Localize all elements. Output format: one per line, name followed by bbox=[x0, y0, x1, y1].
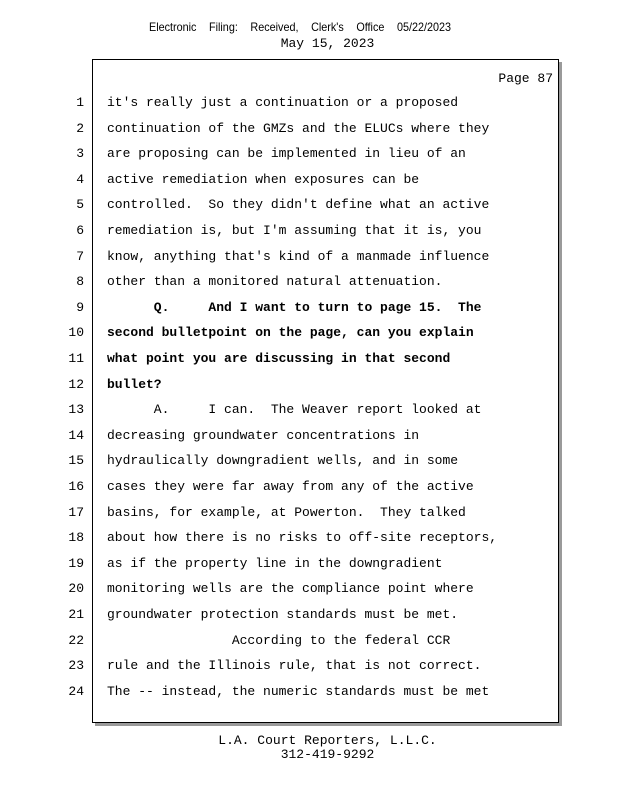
transcript-line: basins, for example, at Powerton. They talked bbox=[107, 505, 466, 520]
line-number: 9 bbox=[76, 300, 84, 315]
line-number: 7 bbox=[76, 249, 84, 264]
line-number: 23 bbox=[68, 658, 84, 673]
transcript-line: remediation is, but I'm assuming that it is, you bbox=[107, 223, 482, 238]
transcript-line: as if the property line in the downgradient bbox=[107, 556, 443, 571]
line-number: 5 bbox=[76, 197, 84, 212]
line-number: 6 bbox=[76, 223, 84, 238]
line-number: 22 bbox=[68, 633, 84, 648]
transcript-line: second bulletpoint on the page, can you explain bbox=[107, 325, 474, 340]
filing-received: Received, bbox=[250, 20, 299, 34]
filing-date: 05/22/2023 bbox=[396, 20, 452, 34]
page-number: Page 87 bbox=[498, 71, 553, 86]
transcript-line: Q. And I want to turn to page 15. The bbox=[107, 300, 482, 315]
transcript-line: about how there is no risks to off-site receptors, bbox=[107, 530, 498, 545]
line-number: 24 bbox=[68, 684, 84, 699]
transcript-line: active remediation when exposures can be bbox=[107, 172, 420, 187]
footer-phone: 312-419-9292 bbox=[280, 747, 375, 762]
transcript-line: rule and the Illinois rule, that is not correct. bbox=[107, 658, 482, 673]
transcript-line: monitoring wells are the compliance point where bbox=[107, 581, 474, 596]
transcript-line: A. I can. The Weaver report looked at bbox=[107, 402, 482, 417]
line-number: 20 bbox=[68, 581, 84, 596]
filing-clerks: Clerk's bbox=[311, 20, 344, 34]
line-number: 2 bbox=[76, 121, 84, 136]
line-number: 14 bbox=[68, 428, 84, 443]
filing-office: Office bbox=[356, 20, 385, 34]
line-number: 3 bbox=[76, 146, 84, 161]
deposition-date: May 15, 2023 bbox=[280, 36, 375, 51]
line-number: 10 bbox=[68, 325, 84, 340]
transcript-line: hydraulically downgradient wells, and in some bbox=[107, 453, 459, 468]
transcript-line: controlled. So they didn't define what an active bbox=[107, 197, 490, 212]
transcript-line: decreasing groundwater concentrations in bbox=[107, 428, 420, 443]
line-number: 1 bbox=[76, 95, 84, 110]
transcript-line: are proposing can be implemented in lieu of an bbox=[107, 146, 466, 161]
transcript-line: The -- instead, the numeric standards must be met bbox=[107, 684, 490, 699]
line-number: 18 bbox=[68, 530, 84, 545]
line-number: 21 bbox=[68, 607, 84, 622]
line-number: 19 bbox=[68, 556, 84, 571]
transcript-line: bullet? bbox=[107, 377, 162, 392]
transcript-line: it's really just a continuation or a proposed bbox=[107, 95, 459, 110]
transcript-line: According to the federal CCR bbox=[107, 633, 451, 648]
filing-word: Filing: bbox=[209, 20, 238, 34]
transcript-line: what point you are discussing in that second bbox=[107, 351, 451, 366]
line-number: 17 bbox=[68, 505, 84, 520]
transcript-line: other than a monitored natural attenuation. bbox=[107, 274, 443, 289]
filing-electronic: Electronic bbox=[148, 20, 197, 34]
transcript-line: continuation of the GMZs and the ELUCs where they bbox=[107, 121, 490, 136]
line-number: 4 bbox=[76, 172, 84, 187]
line-number: 15 bbox=[68, 453, 84, 468]
line-number: 8 bbox=[76, 274, 84, 289]
transcript-line: know, anything that's kind of a manmade influence bbox=[107, 249, 490, 264]
line-number: 11 bbox=[68, 351, 84, 366]
line-number: 13 bbox=[68, 402, 84, 417]
line-number: 16 bbox=[68, 479, 84, 494]
filing-stamp bbox=[30, 20, 570, 34]
transcript-line: cases they were far away from any of the active bbox=[107, 479, 474, 494]
footer-company: L.A. Court Reporters, L.L.C. bbox=[218, 733, 437, 748]
line-number: 12 bbox=[68, 377, 84, 392]
transcript-line: groundwater protection standards must be met. bbox=[107, 607, 459, 622]
